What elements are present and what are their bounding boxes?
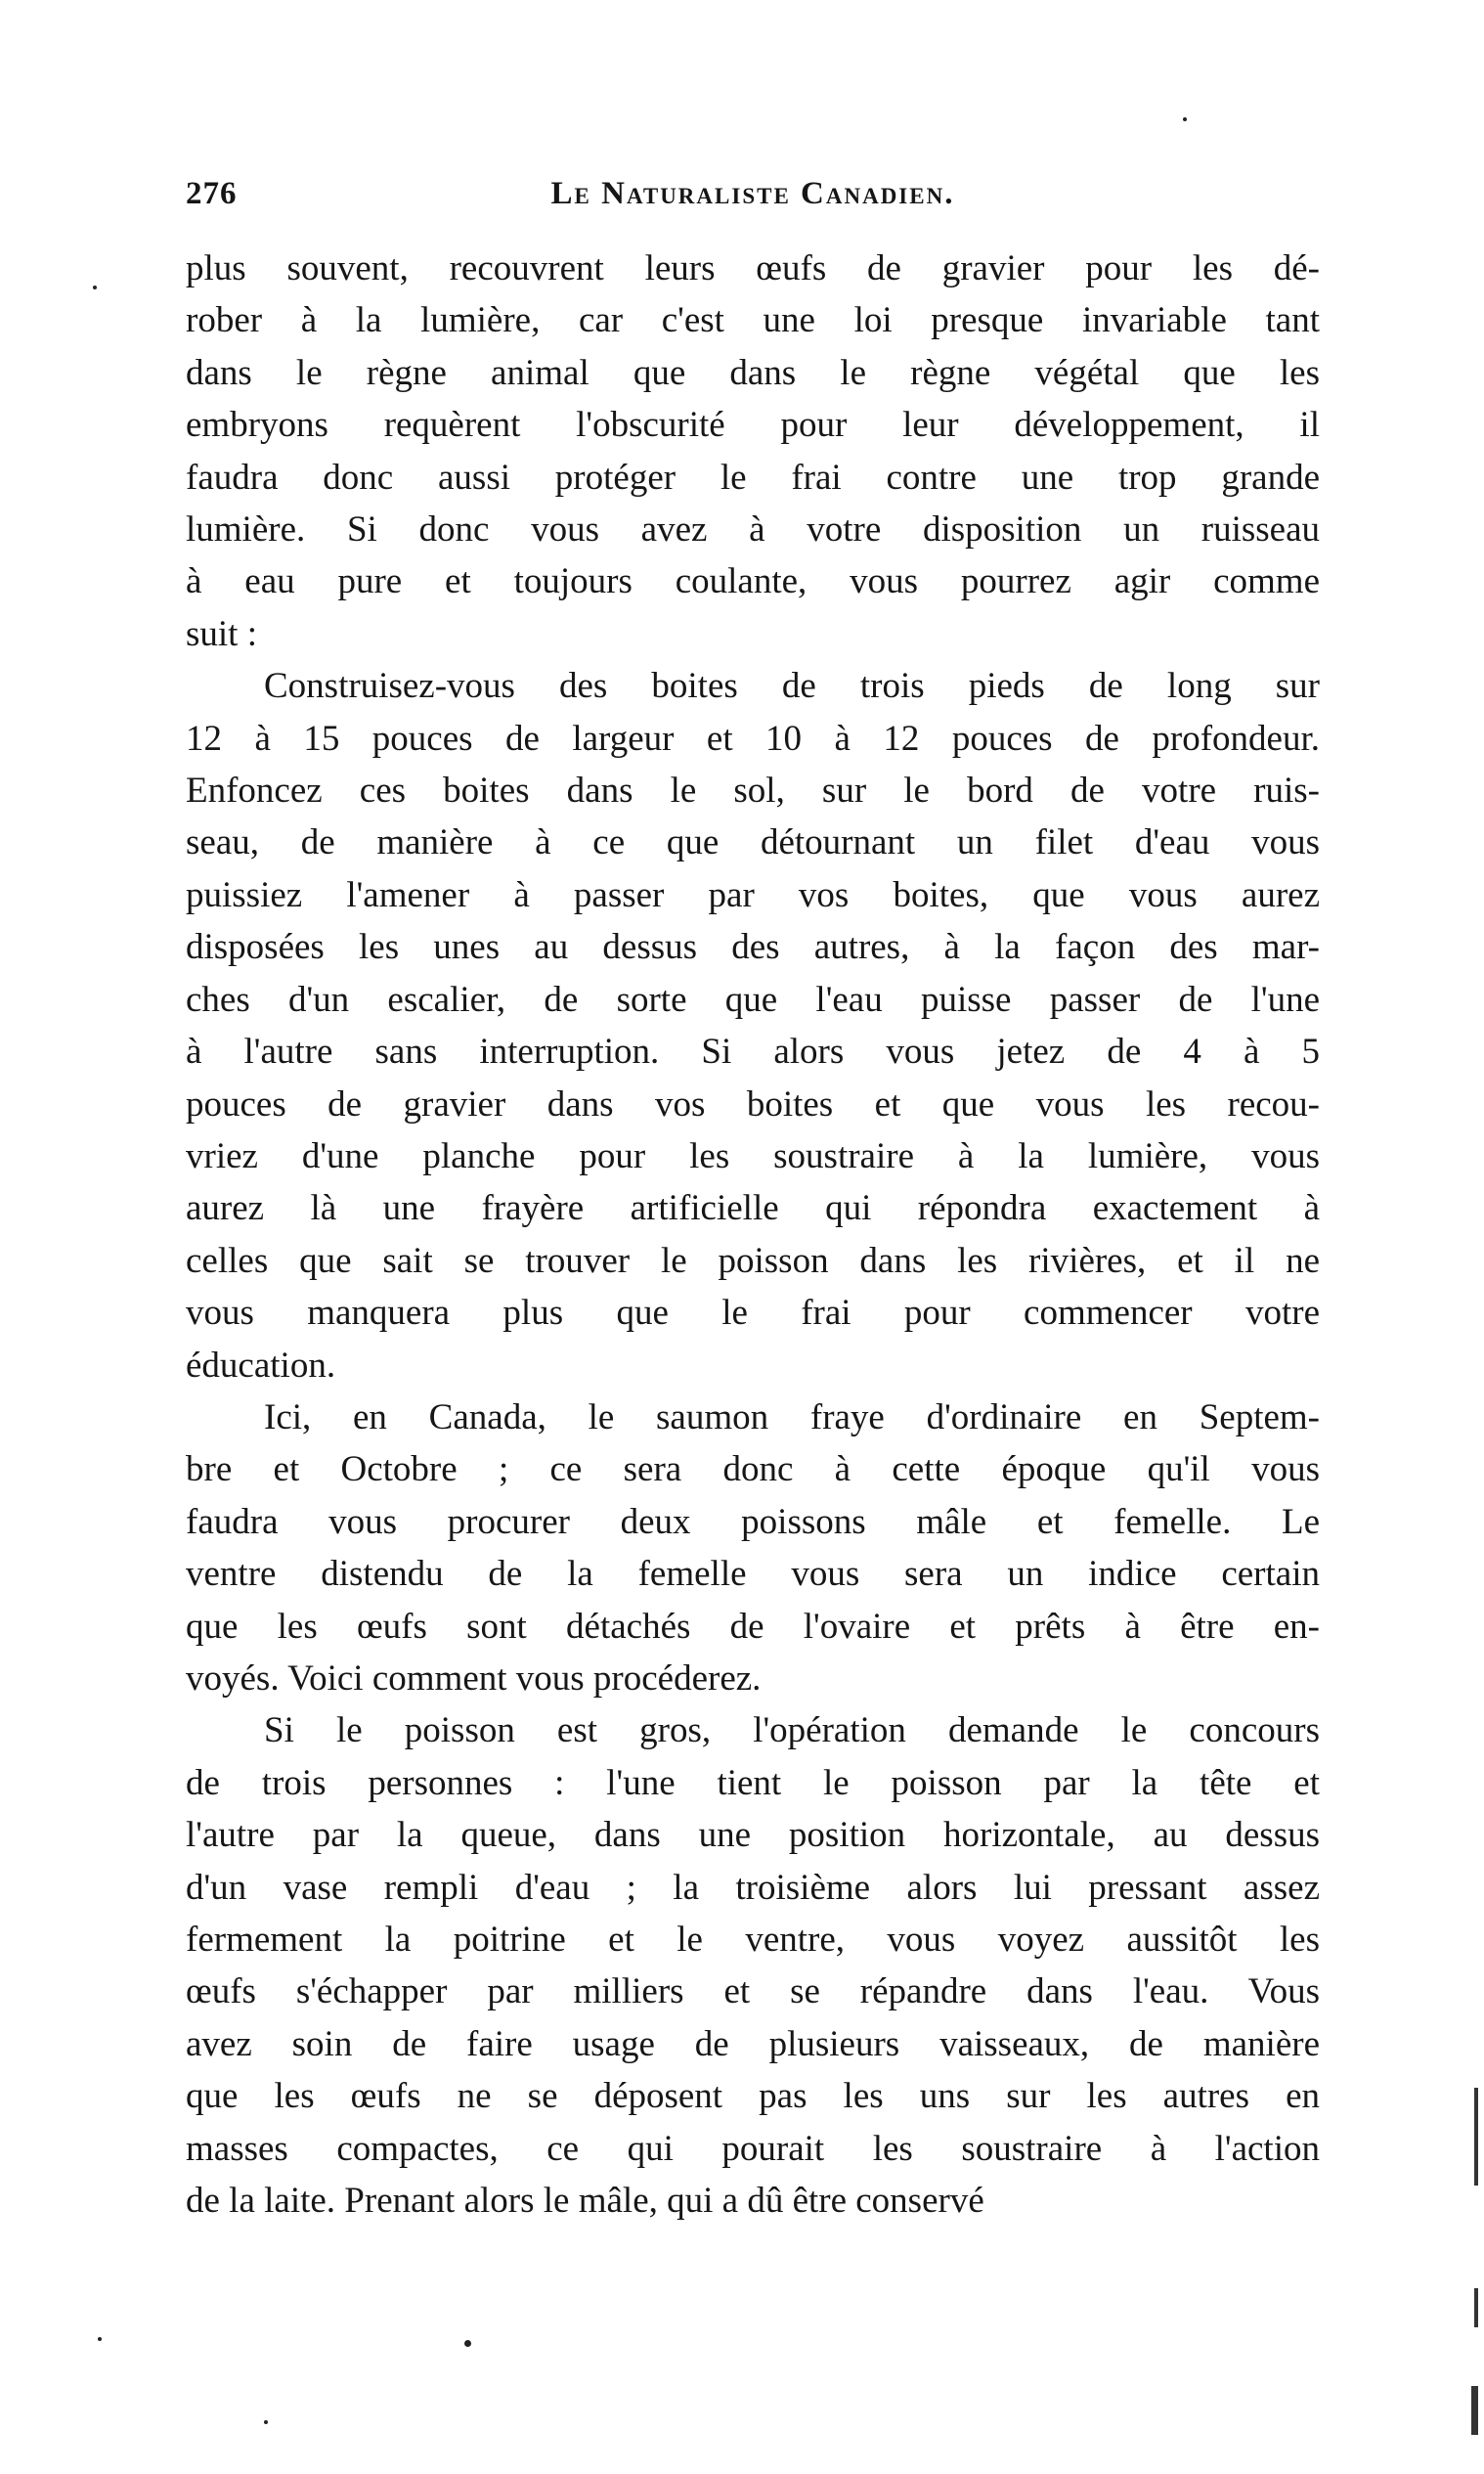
text-line: l'autre par la queue, dans une position horizontale, au dessus bbox=[186, 1815, 1320, 1856]
text-line: plus souvent, recouvrent leurs œufs de gravier pour les dé- bbox=[186, 248, 1320, 288]
text-line: suit : bbox=[186, 613, 257, 654]
scan-speck bbox=[1183, 117, 1187, 121]
text-line: de la laite. Prenant alors le mâle, qui a dû être conservé bbox=[186, 2181, 984, 2222]
text-line: avez soin de faire usage de plusieurs vaisseaux, de manière bbox=[186, 2023, 1320, 2064]
text-line: à eau pure et toujours coulante, vous pourrez agir comme bbox=[186, 561, 1320, 602]
journal-title: Le Naturaliste Canadien. bbox=[550, 176, 955, 211]
text-line: d'un vase rempli d'eau ; la troisième alors lui pressant assez bbox=[186, 1867, 1320, 1908]
paragraph bbox=[186, 1704, 1320, 2227]
scan-speck bbox=[98, 2337, 102, 2341]
text-line: que les œufs ne se déposent pas les uns sur les autres en bbox=[186, 2076, 1320, 2117]
page-number: 276 bbox=[186, 176, 238, 211]
text-line: vous manquera plus que le frai pour commencer votre bbox=[186, 1293, 1320, 1334]
text-line: voyés. Voici comment vous procéderez. bbox=[186, 1657, 762, 1699]
text-line: masses compactes, ce qui pourait les soustraire à l'action bbox=[186, 2128, 1320, 2169]
text-line: pouces de gravier dans vos boites et que vous les recou- bbox=[186, 1083, 1320, 1125]
text-line: à l'autre sans interruption. Si alors vous jetez de 4 à 5 bbox=[186, 1032, 1320, 1073]
text-line: faudra vous procurer deux poissons mâle et femelle. Le bbox=[186, 1501, 1320, 1542]
text-line: puissiez l'amener à passer par vos boites, que vous aurez bbox=[186, 874, 1320, 915]
scan-speck bbox=[93, 286, 97, 289]
text-line: dans le règne animal que dans le règne végétal que les bbox=[186, 352, 1320, 393]
text-line: lumière. Si donc vous avez à votre disposition un ruisseau bbox=[186, 509, 1320, 551]
text-line: seau, de manière à ce que détournant un filet d'eau vous bbox=[186, 822, 1320, 863]
scan-edge-mark bbox=[1474, 2088, 1478, 2186]
text-line: 12 à 15 pouces de largeur et 10 à 12 pouces de profondeur. bbox=[186, 718, 1320, 759]
paragraph bbox=[186, 1392, 1320, 1704]
text-line: Enfoncez ces boites dans le sol, sur le bord de votre ruis- bbox=[186, 771, 1320, 812]
text-line: éducation. bbox=[186, 1345, 336, 1386]
scan-speck bbox=[264, 2420, 268, 2424]
scan-edge-mark bbox=[1474, 2288, 1478, 2327]
scan-edge-mark bbox=[1471, 2386, 1478, 2435]
text-line: vriez d'une planche pour les soustraire à la lumière, vous bbox=[186, 1135, 1320, 1176]
paragraph bbox=[186, 660, 1320, 1392]
text-line: bre et Octobre ; ce sera donc à cette époque qu'il vous bbox=[186, 1449, 1320, 1490]
text-line: Ici, en Canada, le saumon fraye d'ordinaire en Septem- bbox=[264, 1396, 1320, 1437]
text-line: rober à la lumière, car c'est une loi presque invariable tant bbox=[186, 300, 1320, 341]
running-head bbox=[186, 176, 1320, 235]
scan-speck bbox=[464, 2340, 471, 2347]
text-line: ventre distendu de la femelle vous sera un indice certain bbox=[186, 1554, 1320, 1595]
text-line: aurez là une frayère artificielle qui répondra exactement à bbox=[186, 1188, 1320, 1229]
text-line: faudra donc aussi protéger le frai contre une trop grande bbox=[186, 457, 1320, 498]
paragraph bbox=[186, 243, 1320, 660]
text-line: Si le poisson est gros, l'opération demande le concours bbox=[264, 1710, 1320, 1751]
text-line: que les œufs sont détachés de l'ovaire et prêts à être en- bbox=[186, 1606, 1320, 1647]
body-text bbox=[186, 243, 1320, 2227]
book-page bbox=[186, 176, 1320, 2227]
text-line: disposées les unes au dessus des autres, à la façon des mar- bbox=[186, 927, 1320, 968]
text-line: ches d'un escalier, de sorte que l'eau puisse passer de l'une bbox=[186, 979, 1320, 1020]
text-line: de trois personnes : l'une tient le poisson par la tête et bbox=[186, 1762, 1320, 1803]
text-line: œufs s'échapper par milliers et se répandre dans l'eau. Vous bbox=[186, 1971, 1320, 2012]
text-line: Construisez-vous des boites de trois pieds de long sur bbox=[264, 666, 1320, 707]
text-line: embryons requèrent l'obscurité pour leur développement, il bbox=[186, 405, 1320, 446]
text-line: fermement la poitrine et le ventre, vous voyez aussitôt les bbox=[186, 1920, 1320, 1960]
text-line: celles que sait se trouver le poisson dans les rivières, et il ne bbox=[186, 1240, 1320, 1281]
